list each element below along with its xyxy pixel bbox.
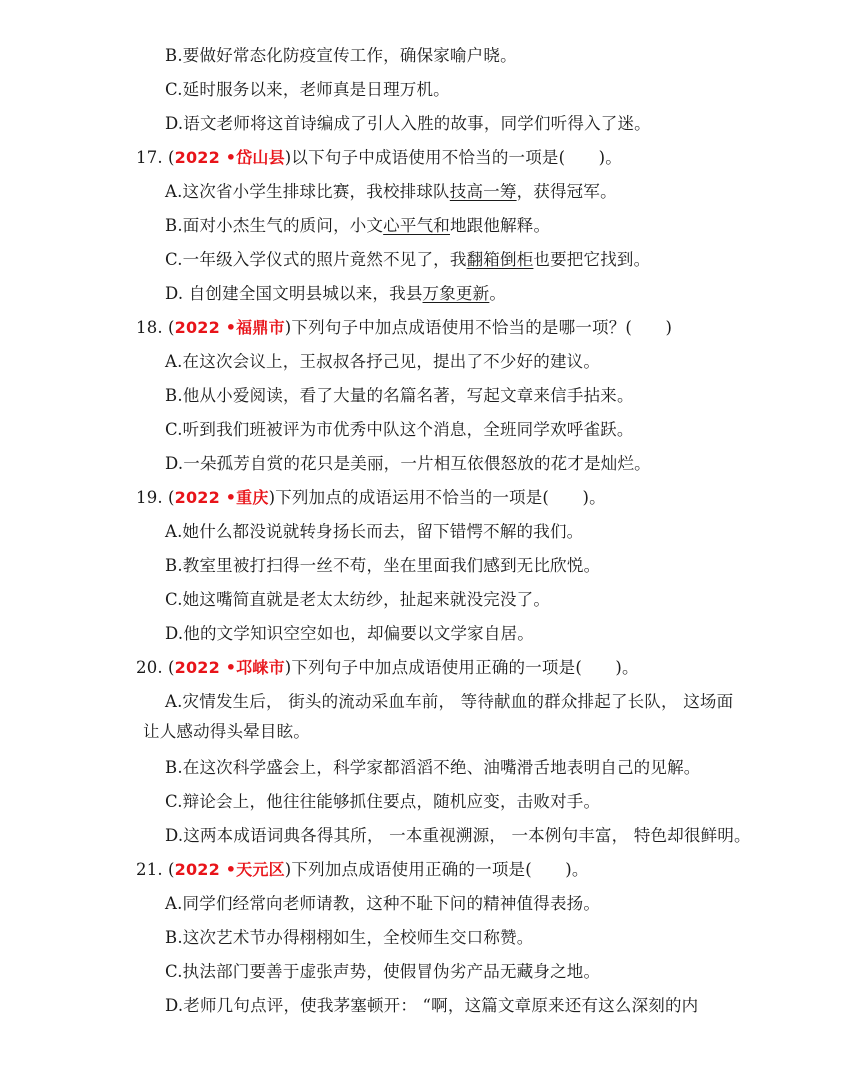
option-a: A.灾情发生后， 街头的流动采血车前， 等待献血的群众排起了长队， 这场面 (165, 692, 734, 711)
question-text: 下列加点成语使用正确的一项是( )。 (291, 860, 589, 879)
question-18-stem: 18. (2022 •福鼎市)下列句子中加点成语使用不恰当的是哪一项？( ) (136, 313, 672, 343)
option-b: B.在这次科学盛会上，科学家都滔滔不绝、油嘴滑舌地表明自己的见解。 (165, 758, 701, 777)
source-tag: 2022 •重庆 (174, 488, 269, 507)
question-20-stem: 20. (2022 •邛崃市)下列句子中加点成语使用正确的一项是( )。 (136, 653, 639, 683)
question-number: 20. (136, 658, 163, 677)
question-text: 以下句子中成语使用不恰当的一项是( )。 (291, 148, 622, 167)
question-number: 19. (136, 488, 163, 507)
question-21-stem: 21. (2022 •天元区)下列加点成语使用正确的一项是( )。 (136, 855, 589, 885)
option-a: A.在这次会议上，王叔叔各抒己见，提出了不少好的建议。 (165, 352, 601, 371)
option-b: B.要做好常态化防疫宣传工作，确保家喻户晓。 (165, 46, 517, 65)
question-text: 下列加点的成语运用不恰当的一项是( )。 (275, 488, 606, 507)
option-d: D.老师几句点评，使我茅塞顿开： “啊，这篇文章原来还有这么深刻的内 (165, 996, 699, 1015)
option-a-continuation: 让人感动得头晕目眩。 (143, 722, 310, 741)
option-c: C.她这嘴简直就是老太太纺纱，扯起来就没完没了。 (165, 590, 551, 609)
underlined-idiom: 心平气和 (383, 216, 450, 235)
option-c: C.辩论会上，他往往能够抓住要点，随机应变，击败对手。 (165, 792, 601, 811)
option-b: B.面对小杰生气的质问，小文心平气和地跟他解释。 (165, 216, 551, 235)
underlined-idiom: 翻箱倒柜 (466, 250, 534, 269)
option-b: B.教室里被打扫得一丝不苟，坐在里面我们感到无比欣悦。 (165, 556, 601, 575)
option-c: C.延时服务以来，老师真是日理万机。 (165, 80, 450, 99)
question-19-stem: 19. (2022 •重庆)下列加点的成语运用不恰当的一项是( )。 (136, 483, 606, 513)
question-17-stem: 17. (2022 •岱山县)以下句子中成语使用不恰当的一项是( )。 (136, 143, 622, 173)
source-tag: 2022 •岱山县 (174, 148, 285, 167)
source-tag: 2022 •福鼎市 (174, 318, 285, 337)
option-d: D.一朵孤芳自赏的花只是美丽，一片相互依偎怒放的花才是灿烂。 (165, 454, 651, 473)
question-text: 下列句子中加点成语使用正确的一项是( )。 (291, 658, 639, 677)
underlined-idiom: 技高一筹 (449, 182, 517, 201)
option-d: D.语文老师将这首诗编成了引人入胜的故事，同学们听得入了迷。 (165, 114, 651, 133)
option-a: A.她什么都没说就转身扬长而去，留下错愕不解的我们。 (165, 522, 584, 541)
question-text: 下列句子中加点成语使用不恰当的是哪一项？( ) (291, 318, 673, 337)
question-number: 21. (136, 860, 163, 879)
option-a: A.这次省小学生排球比赛，我校排球队技高一筹，获得冠军。 (165, 182, 617, 201)
underlined-idiom: 万象更新 (422, 284, 490, 303)
option-a: A.同学们经常向老师请教，这种不耻下问的精神值得表扬。 (165, 894, 601, 913)
option-d: D. 自创建全国文明县城以来，我县万象更新。 (165, 284, 507, 303)
option-d: D.这两本成语词典各得其所， 一本重视溯源， 一本例句丰富， 特色却很鲜明。 (165, 826, 751, 845)
option-b: B.他从小爱阅读，看了大量的名篇名著，写起文章来信手拈来。 (165, 386, 634, 405)
question-number: 18. (136, 318, 163, 337)
option-c: C.听到我们班被评为市优秀中队这个消息，全班同学欢呼雀跃。 (165, 420, 634, 439)
source-tag: 2022 •邛崃市 (174, 658, 285, 677)
source-tag: 2022 •天元区 (174, 860, 285, 879)
question-number: 17. (136, 148, 163, 167)
option-d: D.他的文学知识空空如也，却偏要以文学家自居。 (165, 624, 534, 643)
option-c: C.一年级入学仪式的照片竟然不见了，我翻箱倒柜也要把它找到。 (165, 250, 651, 269)
option-c: C.执法部门要善于虚张声势，使假冒伪劣产品无藏身之地。 (165, 962, 601, 981)
option-b: B.这次艺术节办得栩栩如生，全校师生交口称赞。 (165, 928, 534, 947)
